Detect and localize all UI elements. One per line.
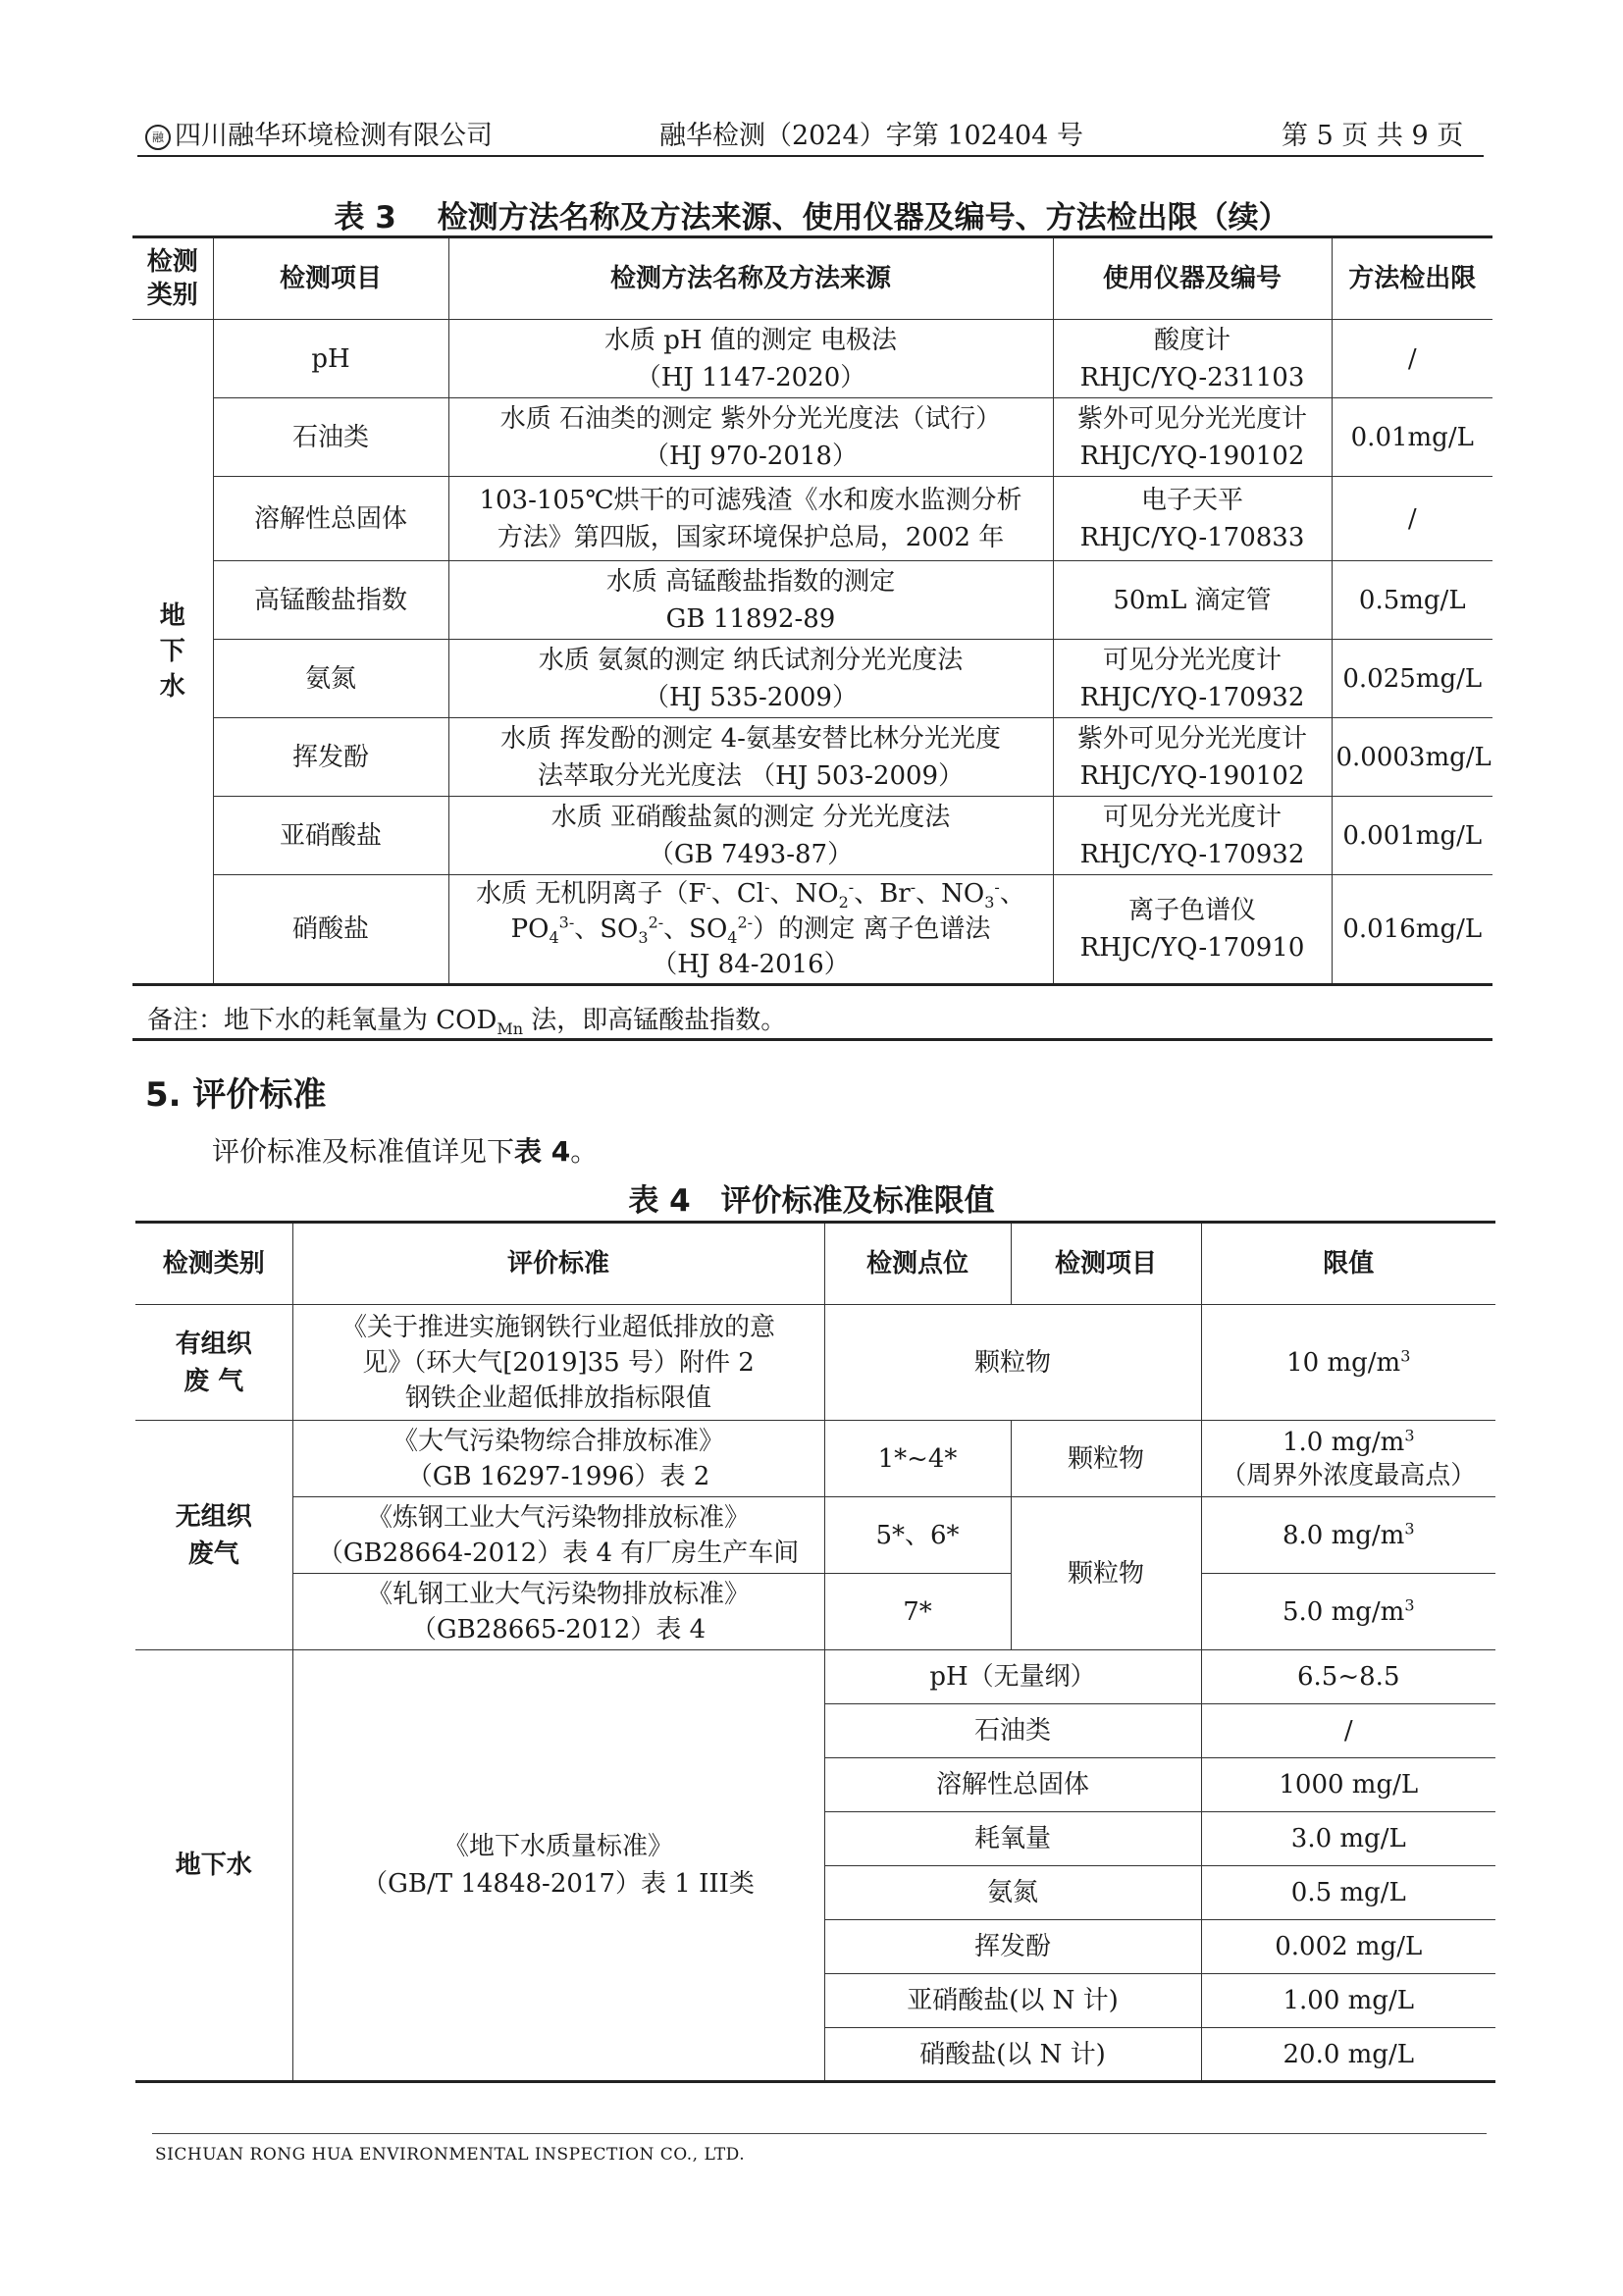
item-cell: 氨氮 xyxy=(213,640,448,718)
table3-header-row xyxy=(132,237,1492,320)
table4-header-row xyxy=(135,1223,1495,1305)
item-cell: 硝酸盐 xyxy=(213,875,448,985)
limit-cell: 0.002 mg/L xyxy=(1201,1920,1495,1974)
item-cell: 颗粒物 xyxy=(1011,1421,1201,1497)
limit-cell: 0.5 mg/L xyxy=(1201,1866,1495,1920)
table-row xyxy=(132,398,1492,477)
table-row xyxy=(132,797,1492,875)
standard-cell: 《轧钢工业大气污染物排放标准》 （GB28665-2012）表 4 xyxy=(292,1574,824,1650)
method-cell: 水质 挥发酚的测定 4-氨基安替比林分光光度 法萃取分光光度法 （HJ 503-2009） xyxy=(448,718,1053,797)
instrument-cell: 紫外可见分光光度计 RHJC/YQ-190102 xyxy=(1053,398,1332,477)
table-row xyxy=(135,1497,1495,1574)
item-cell: 溶解性总固体 xyxy=(824,1758,1201,1812)
limit-cell: 6.5~8.5 xyxy=(1201,1650,1495,1704)
limit-cell: 10 $mg/m^3$ xyxy=(1201,1305,1495,1421)
table4-header-category: 检测类别 xyxy=(135,1223,292,1305)
limit-cell: 8.0 $mg/m^3$ xyxy=(1201,1497,1495,1574)
item-cell: 石油类 xyxy=(213,398,448,477)
nitrate-method-line1: 水质 无机阴离子（F-、Cl-、$NO_2^-$、Br-、$NO_3^-$、 xyxy=(476,877,1025,913)
method-cell: 水质 高锰酸盐指数的测定 GB 11892-89 xyxy=(448,561,1053,640)
header-company xyxy=(145,114,493,152)
category-cell: 无组织 废气 xyxy=(135,1421,292,1650)
method-cell: 水质 石油类的测定 紫外分光光度法（试行） （HJ 970-2018） xyxy=(448,398,1053,477)
company-logo-icon: 融 xyxy=(145,125,171,150)
standard-cell: 《炼钢工业大气污染物排放标准》 （GB28664-2012）表 4 有厂房生产车间 xyxy=(292,1497,824,1574)
standard-cell: 《大气污染物综合排放标准》 （GB 16297-1996）表 2 xyxy=(292,1421,824,1497)
limit-cell: 1000 mg/L xyxy=(1201,1758,1495,1812)
table3-caption: 表 3 检测方法名称及方法来源、使用仪器及编号、方法检出限（续） xyxy=(334,200,1289,235)
item-cell: 溶解性总固体 xyxy=(213,477,448,561)
limit-cell: / xyxy=(1201,1704,1495,1758)
item-cell: 耗氧量 xyxy=(824,1812,1201,1866)
category-cell: 地下水 xyxy=(135,1650,292,2082)
limit-cell: 0.01mg/L xyxy=(1332,398,1492,477)
table-row xyxy=(135,1421,1495,1497)
limit-cell: 0.001mg/L xyxy=(1332,797,1492,875)
page-number: 第 5 页 共 9 页 xyxy=(1282,121,1464,151)
table3-header-instrument: 使用仪器及编号 xyxy=(1053,237,1332,320)
limit-cell: 0.0003mg/L xyxy=(1332,718,1492,797)
point-cell: 1*~4* xyxy=(824,1421,1011,1497)
table-row xyxy=(132,320,1492,398)
table-row xyxy=(135,1574,1495,1650)
item-cell: 挥发酚 xyxy=(213,718,448,797)
item-cell: 石油类 xyxy=(824,1704,1201,1758)
item-cell: 氨氮 xyxy=(824,1866,1201,1920)
item-cell: 颗粒物 xyxy=(1011,1497,1201,1650)
report-number: 融华检测（2024）字第 102404 号 xyxy=(659,121,1083,151)
point-cell: 5*、6* xyxy=(824,1497,1011,1574)
company-name: 四川融华环境检测有限公司 xyxy=(175,121,493,151)
category-char: 下 xyxy=(159,637,185,666)
limit-cell: 0.016mg/L xyxy=(1332,875,1492,985)
category-char: 水 xyxy=(159,672,185,702)
table-row xyxy=(135,1305,1495,1421)
limit-cell: 1.00 mg/L xyxy=(1201,1974,1495,2028)
instrument-cell: 可见分光光度计 RHJC/YQ-170932 xyxy=(1053,797,1332,875)
limit-cell: 0.5mg/L xyxy=(1332,561,1492,640)
table3-category-cell xyxy=(132,320,213,985)
table4-header-point: 检测点位 xyxy=(824,1223,1011,1305)
point-cell: 7* xyxy=(824,1574,1011,1650)
item-cell: 挥发酚 xyxy=(824,1920,1201,1974)
table-row xyxy=(132,561,1492,640)
table4-reference: 表 4 xyxy=(514,1135,571,1168)
instrument-cell: 50mL 滴定管 xyxy=(1053,561,1332,640)
limit-cell: 5.0 $mg/m^3$ xyxy=(1201,1574,1495,1650)
header-rule xyxy=(137,155,1484,157)
instrument-cell: 酸度计 RHJC/YQ-231103 xyxy=(1053,320,1332,398)
table4-caption: 表 4 评价标准及标准限值 xyxy=(628,1183,995,1219)
table-row xyxy=(132,640,1492,718)
footer-company-en: SICHUAN RONG HUA ENVIRONMENTAL INSPECTION CO., LTD. xyxy=(155,2145,746,2165)
item-cell: pH xyxy=(213,320,448,398)
section-title: 5. 评价标准 xyxy=(145,1075,327,1115)
table3-header-item: 检测项目 xyxy=(213,237,448,320)
table-row xyxy=(132,718,1492,797)
table3-note: 备注：地下水的耗氧量为 $COD_{Mn}$ 法，即高锰酸盐指数。 xyxy=(147,1006,787,1039)
instrument-cell: 可见分光光度计 RHJC/YQ-170932 xyxy=(1053,640,1332,718)
nitrate-method-line2: $PO_4^{3-}$、$SO_3^{2-}$、$SO_4^{2-}$）的测定 离子色谱法 xyxy=(510,913,991,948)
limit-cell: / xyxy=(1332,477,1492,561)
table3-header-limit: 方法检出限 xyxy=(1332,237,1492,320)
standard-cell: 《地下水质量标准》 （GB/T 14848-2017）表 1 III类 xyxy=(292,1650,824,2082)
table3-header-category: 检测 类别 xyxy=(132,237,213,320)
table4-header-item: 检测项目 xyxy=(1011,1223,1201,1305)
method-cell: 水质 亚硝酸盐氮的测定 分光光度法 （GB 7493-87） xyxy=(448,797,1053,875)
table3 xyxy=(132,235,1492,986)
item-cell: 硝酸盐(以 N 计) xyxy=(824,2028,1201,2082)
limit-cell: 20.0 mg/L xyxy=(1201,2028,1495,2082)
item-cell: 亚硝酸盐(以 N 计) xyxy=(824,1974,1201,2028)
method-cell: 水质 氨氮的测定 纳氏试剂分光光度法 （HJ 535-2009） xyxy=(448,640,1053,718)
table-row xyxy=(132,875,1492,985)
table4 xyxy=(135,1221,1495,2083)
nitrate-method-line3: （HJ 84-2016） xyxy=(652,950,850,979)
footer-rule xyxy=(152,2133,1487,2134)
category-cell: 有组织 废 气 xyxy=(135,1305,292,1421)
instrument-cell: 电子天平 RHJC/YQ-170833 xyxy=(1053,477,1332,561)
table4-header-standard: 评价标准 xyxy=(292,1223,824,1305)
category-char: 地 xyxy=(159,601,185,631)
table4-header-limit: 限值 xyxy=(1201,1223,1495,1305)
method-cell xyxy=(448,875,1053,985)
table3-header-method: 检测方法名称及方法来源 xyxy=(448,237,1053,320)
instrument-cell: 离子色谱仪 RHJC/YQ-170910 xyxy=(1053,875,1332,985)
section-paragraph: 评价标准及标准值详见下表 4。 xyxy=(212,1135,599,1168)
item-cell: pH（无量纲） xyxy=(824,1650,1201,1704)
item-cell: 颗粒物 xyxy=(824,1305,1201,1421)
item-cell: 亚硝酸盐 xyxy=(213,797,448,875)
item-cell: 高锰酸盐指数 xyxy=(213,561,448,640)
instrument-cell: 紫外可见分光光度计 RHJC/YQ-190102 xyxy=(1053,718,1332,797)
limit-cell: / xyxy=(1332,320,1492,398)
limit-cell: 1.0 $mg/m^3$ （周界外浓度最高点） xyxy=(1201,1421,1495,1497)
note-rule xyxy=(132,1038,1492,1041)
table-row xyxy=(132,477,1492,561)
limit-cell: 3.0 mg/L xyxy=(1201,1812,1495,1866)
table-row xyxy=(135,1650,1495,1704)
method-cell: 103-105℃烘干的可滤残渣《水和废水监测分析 方法》第四版，国家环境保护总局，2002 年 xyxy=(448,477,1053,561)
standard-cell: 《关于推进实施钢铁行业超低排放的意 见》（环大气[2019]35 号）附件 2 钢铁企业超低排放指标限值 xyxy=(292,1305,824,1421)
limit-cell: 0.025mg/L xyxy=(1332,640,1492,718)
method-cell: 水质 pH 值的测定 电极法 （HJ 1147-2020） xyxy=(448,320,1053,398)
